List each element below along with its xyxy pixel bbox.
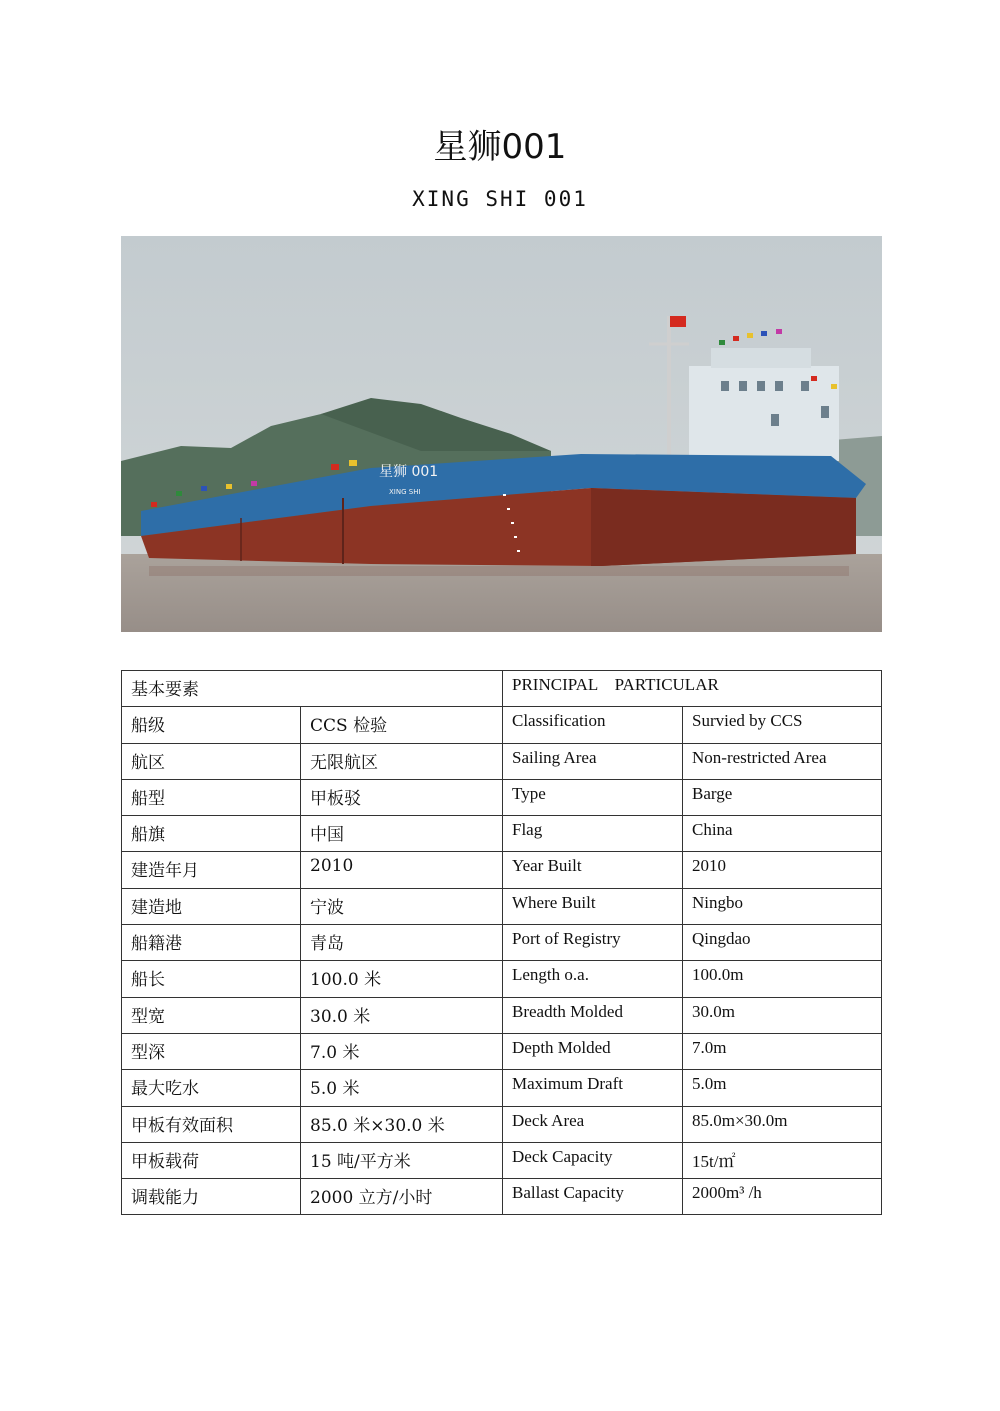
cell-en-value: Ningbo [683, 888, 882, 924]
table-row [122, 852, 882, 888]
cell-zh-value: 青岛 [301, 925, 503, 961]
cell-zh-label: 调载能力 [122, 1179, 301, 1215]
cell-en-label: Deck Capacity [503, 1142, 683, 1178]
barge-illustration [121, 236, 882, 632]
table-row [122, 888, 882, 924]
flag-icon [670, 316, 686, 327]
cell-en-value: 15t/㎡ [683, 1142, 882, 1178]
cell-zh-label: 船级 [122, 707, 301, 743]
cell-en-value: China [683, 816, 882, 852]
cell-en-label: Classification [503, 707, 683, 743]
cell-zh-label: 建造地 [122, 888, 301, 924]
cell-zh-value: 2010 [301, 852, 503, 888]
cell-zh-label: 甲板有效面积 [122, 1106, 301, 1142]
cell-zh-label: 最大吃水 [122, 1070, 301, 1106]
cell-en-value: 30.0m [683, 997, 882, 1033]
table-row [122, 816, 882, 852]
cell-en-value: 5.0m [683, 1070, 882, 1106]
cell-zh-value: 7.0 米 [301, 1033, 503, 1069]
ship-photo [121, 236, 882, 632]
cell-en-value: Non-restricted Area [683, 743, 882, 779]
cell-en-label: Type [503, 779, 683, 815]
cell-en-label: Sailing Area [503, 743, 683, 779]
cell-zh-value: 15 吨/平方米 [301, 1142, 503, 1178]
page-title: 星狮001 [433, 127, 567, 167]
cell-zh-value: CCS 检验 [301, 707, 503, 743]
cell-en-value: 2000m³ /h [683, 1179, 882, 1215]
cell-zh-label: 船籍港 [122, 925, 301, 961]
cell-en-value: Barge [683, 779, 882, 815]
cell-en-label: Breadth Molded [503, 997, 683, 1033]
table-row [122, 1033, 882, 1069]
cell-en-label: Flag [503, 816, 683, 852]
hull-subname: XING SHI [389, 488, 421, 496]
cell-en-label: Length o.a. [503, 961, 683, 997]
cell-zh-value: 100.0 米 [301, 961, 503, 997]
cell-zh-value: 2000 立方/小时 [301, 1179, 503, 1215]
water [121, 554, 882, 632]
cell-en-value: 2010 [683, 852, 882, 888]
cell-en-label: Depth Molded [503, 1033, 683, 1069]
table-row [122, 1179, 882, 1215]
cell-zh-label: 甲板载荷 [122, 1142, 301, 1178]
cell-zh-value: 30.0 米 [301, 997, 503, 1033]
table-row [122, 925, 882, 961]
cell-en-label: Ballast Capacity [503, 1179, 683, 1215]
cell-en-value: Qingdao [683, 925, 882, 961]
cell-en-label: Deck Area [503, 1106, 683, 1142]
cell-en-label: Where Built [503, 888, 683, 924]
cell-en-value: 85.0m×30.0m [683, 1106, 882, 1142]
cell-zh-label: 船型 [122, 779, 301, 815]
cell-zh-value: 无限航区 [301, 743, 503, 779]
page-subtitle: XING SHI 001 [412, 187, 588, 211]
cell-zh-value: 宁波 [301, 888, 503, 924]
cell-zh-label: 型宽 [122, 997, 301, 1033]
cell-zh-label: 航区 [122, 743, 301, 779]
cell-zh-value: 85.0 米×30.0 米 [301, 1106, 503, 1142]
table-row [122, 1106, 882, 1142]
header-en: PRINCIPAL PARTICULAR [503, 671, 882, 707]
table-row [122, 1142, 882, 1178]
cell-zh-label: 船旗 [122, 816, 301, 852]
cell-zh-value: 中国 [301, 816, 503, 852]
cell-zh-label: 船长 [122, 961, 301, 997]
cell-en-label: Port of Registry [503, 925, 683, 961]
cell-en-label: Maximum Draft [503, 1070, 683, 1106]
cell-zh-value: 5.0 米 [301, 1070, 503, 1106]
table-row [122, 707, 882, 743]
cell-en-value: 100.0m [683, 961, 882, 997]
cell-en-label: Year Built [503, 852, 683, 888]
table-row [122, 779, 882, 815]
cell-zh-value: 甲板驳 [301, 779, 503, 815]
table-row [122, 1070, 882, 1106]
table-row [122, 743, 882, 779]
table-header-row [122, 671, 882, 707]
cell-zh-label: 建造年月 [122, 852, 301, 888]
cell-en-value: 7.0m [683, 1033, 882, 1069]
header-zh: 基本要素 [122, 671, 503, 707]
cell-zh-label: 型深 [122, 1033, 301, 1069]
table-row [122, 997, 882, 1033]
principal-particulars-table [121, 670, 882, 1215]
table-row [122, 961, 882, 997]
cell-en-value: Survied by CCS [683, 707, 882, 743]
hull-name: 星狮 001 [379, 464, 439, 480]
